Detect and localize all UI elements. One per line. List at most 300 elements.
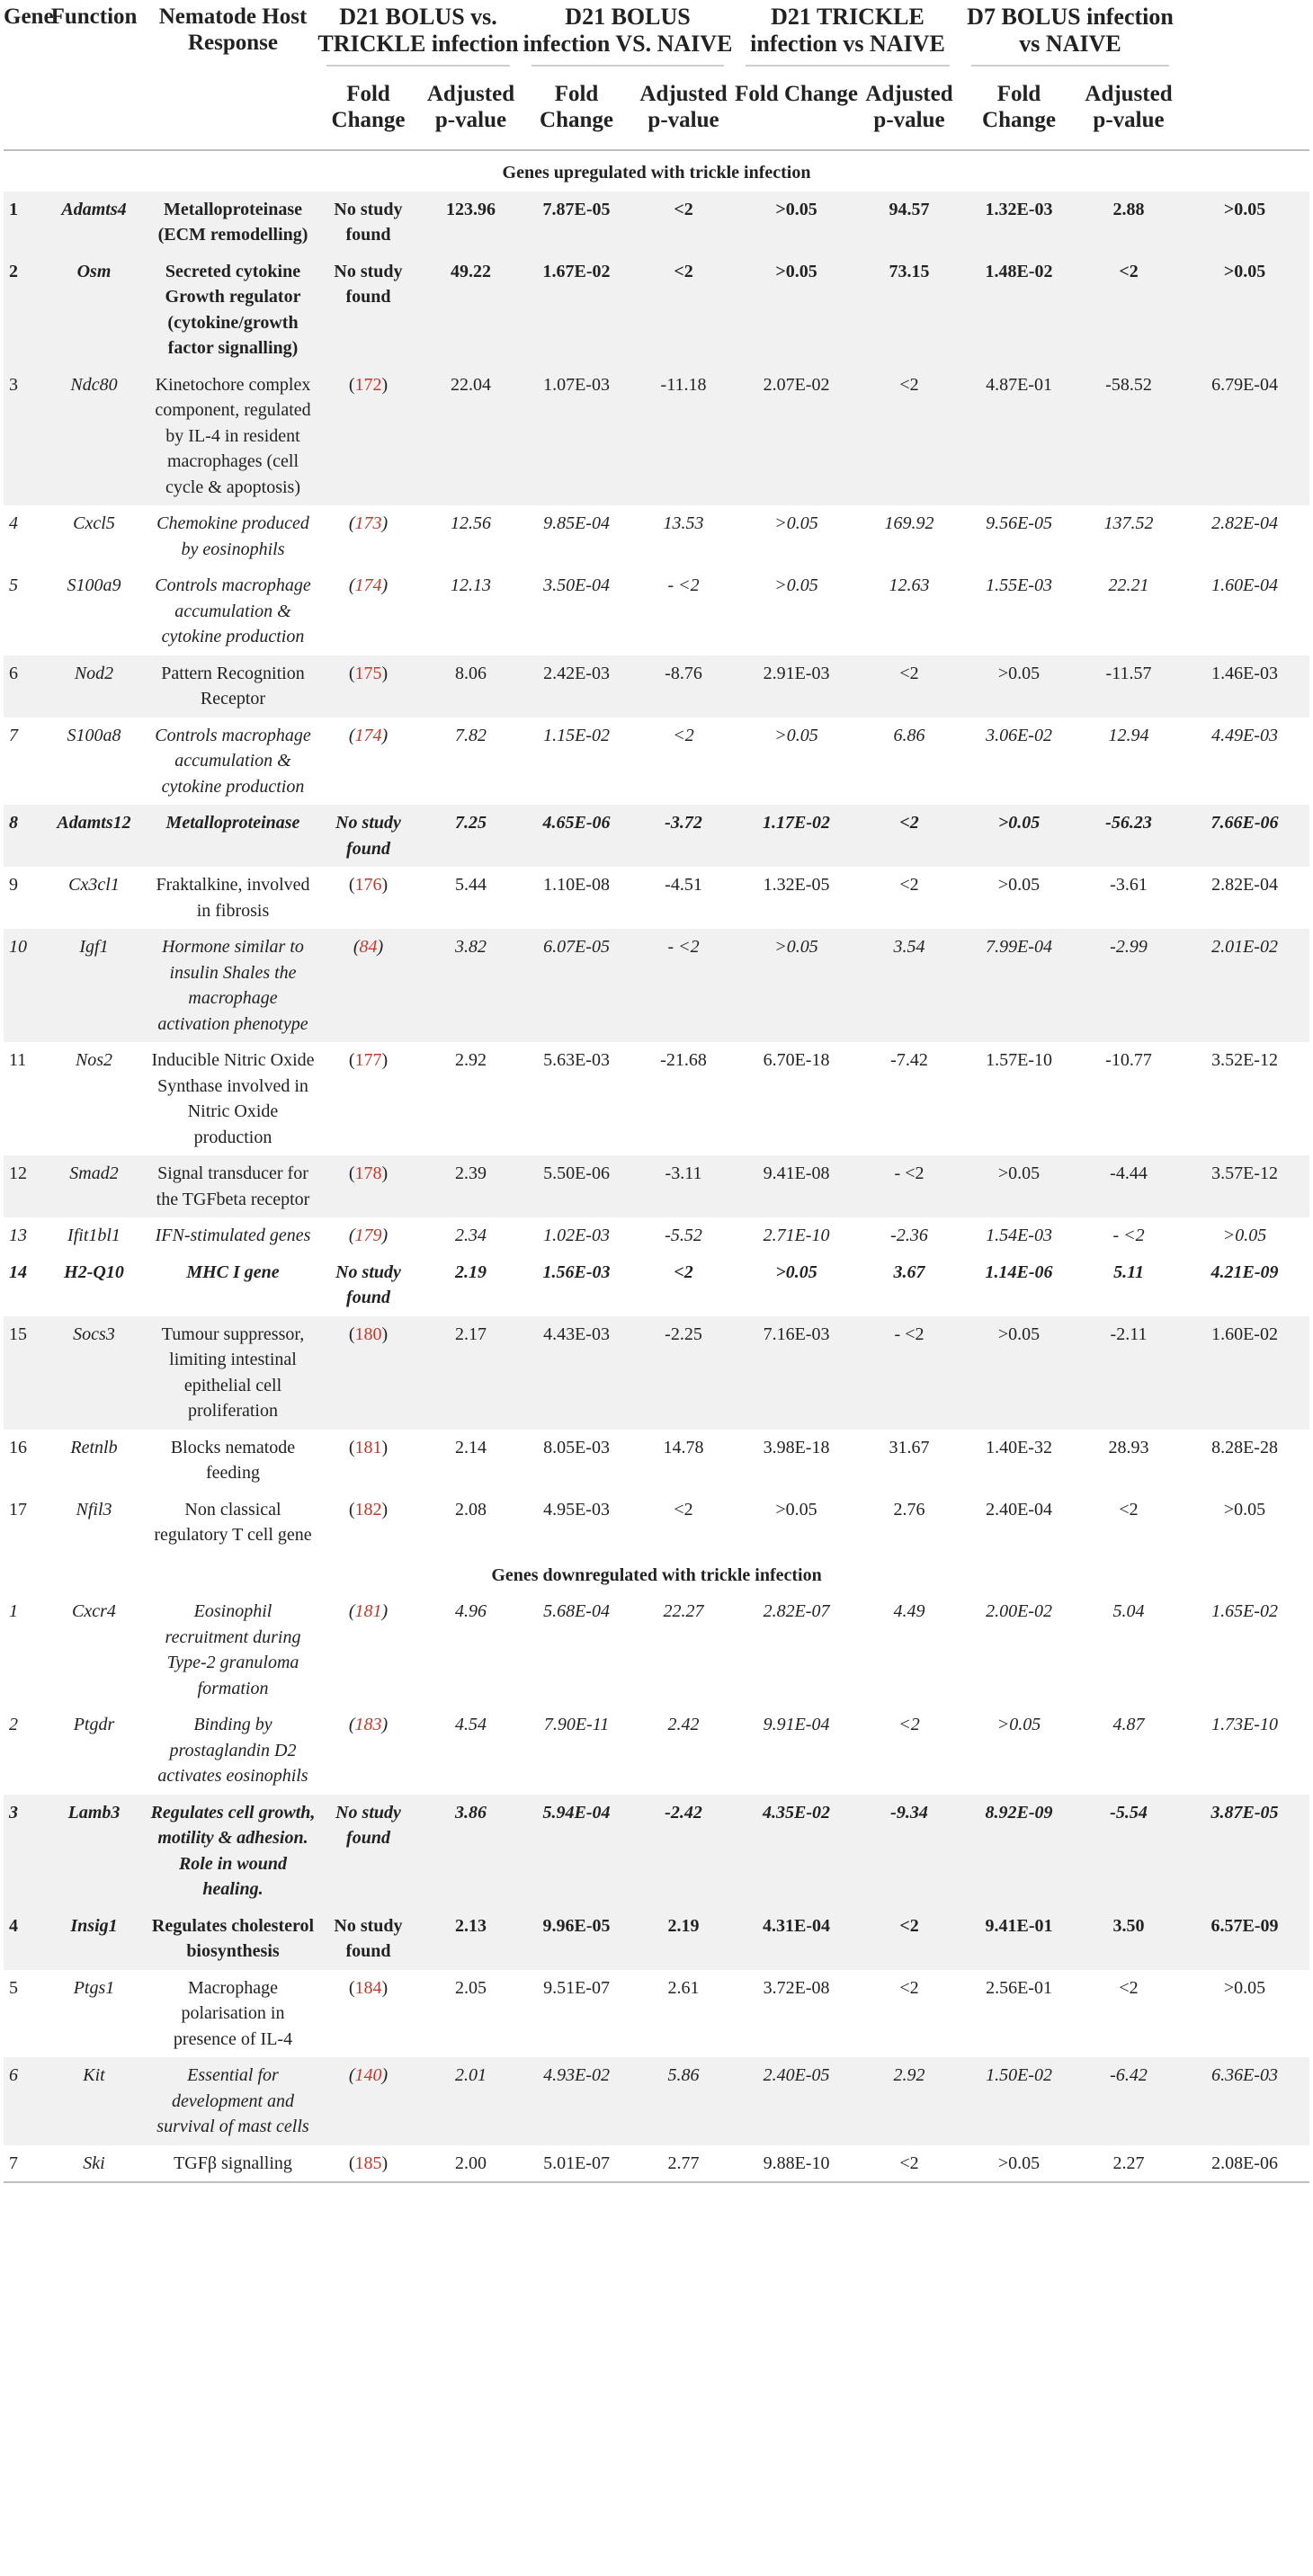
gene-name: S100a9: [67, 575, 121, 595]
adj-pvalue-value: >0.05: [1223, 1499, 1266, 1520]
row-number: 15: [4, 1316, 38, 1430]
table-row: [4, 1795, 1309, 1908]
fold-change-value: - <2: [858, 1316, 960, 1430]
fold-change-value: 7.82: [455, 725, 487, 745]
fold-change-value: <2: [1077, 254, 1180, 367]
fold-change-value: -2.25: [632, 1316, 735, 1430]
adj-pvalue-value: >0.05: [1180, 192, 1309, 254]
fold-change-value: 2.01: [421, 2057, 521, 2145]
adj-pvalue-value: 3.87E-05: [1180, 1795, 1309, 1908]
fold-change-value: - <2: [667, 575, 700, 595]
adj-pvalue-value: 1.10E-08: [543, 875, 610, 895]
adj-pvalue-value: 5.94E-04: [521, 1795, 632, 1908]
fold-change-value: 2.08: [455, 1499, 487, 1520]
adj-pvalue-value: >0.05: [960, 1155, 1077, 1217]
adj-pvalue-value: 4.21E-09: [1210, 1261, 1279, 1282]
fold-change-value: 2.14: [455, 1437, 487, 1457]
fold-change-value: - <2: [632, 929, 735, 1042]
section-title: Genes downregulated with trickle infection: [4, 1554, 1309, 1594]
adj-pvalue-value: 1.56E-03: [542, 1261, 611, 1282]
host-response: (178): [316, 1155, 421, 1217]
adj-pvalue-value: 2.00E-02: [986, 1601, 1052, 1621]
adj-pvalue-value: >0.05: [960, 805, 1077, 867]
reference-link[interactable]: 174: [354, 575, 382, 595]
adj-pvalue-value: 1.67E-02: [521, 254, 632, 367]
adj-pvalue-value: 9.51E-07: [543, 1977, 610, 1998]
gene-name: Ski: [83, 2153, 105, 2173]
adj-pvalue-value: 8.28E-28: [1211, 1437, 1278, 1457]
row-number: 4: [4, 1908, 38, 1970]
gene-function: Non classical regulatory T cell gene: [154, 1499, 312, 1545]
header-group-1: [316, 0, 521, 74]
row-number: 6: [4, 2057, 38, 2145]
fold-change-value: 12.63: [889, 575, 930, 595]
row-number: 11: [9, 1050, 27, 1070]
gene-name: Ptgdr: [73, 1715, 115, 1734]
reference-link[interactable]: 184: [354, 1977, 382, 1998]
adj-pvalue-value: >0.05: [997, 875, 1041, 895]
host-response: (185): [348, 2153, 389, 2173]
fold-change-value: 123.96: [421, 192, 521, 254]
reference-link[interactable]: 84: [359, 937, 378, 957]
gene-function: Signal transducer for the TGFbeta receptor: [150, 1155, 316, 1217]
header-group-2: [521, 0, 735, 74]
reference-link[interactable]: 185: [354, 2153, 382, 2173]
fold-change-value: 49.22: [421, 254, 521, 367]
gene-name: Adamts4: [38, 192, 150, 254]
gene-name: Lamb3: [38, 1795, 150, 1908]
fold-change-value: -11.18: [632, 367, 735, 506]
fold-change-value: <2: [858, 655, 960, 718]
gene-name: Ifit1bl1: [67, 1226, 121, 1245]
host-response: (172): [316, 367, 421, 506]
header-adj-pvalue: Adjusted p-value: [639, 82, 728, 132]
fold-change-value: 6.86: [893, 725, 925, 745]
table-row: [4, 867, 1309, 929]
gene-name: Smad2: [38, 1155, 150, 1217]
table-bottom-rule: [4, 2181, 1309, 2183]
reference-link[interactable]: 175: [354, 663, 382, 683]
header-group-3-label: D21 TRICKLE infection vs NAIVE: [750, 4, 945, 57]
table-row: [4, 1492, 1309, 1554]
adj-pvalue-value: 4.49E-03: [1211, 725, 1278, 745]
row-number: 13: [9, 1226, 27, 1245]
adj-pvalue-value: 6.57E-09: [1180, 1908, 1309, 1970]
adj-pvalue-value: 1.15E-02: [543, 725, 610, 745]
host-response: No study found: [316, 1795, 421, 1908]
row-number: 3: [4, 1795, 38, 1908]
gene-function: Chemokine produced by eosinophils: [156, 513, 309, 559]
fold-change-value: <2: [858, 367, 960, 506]
adj-pvalue-value: >0.05: [960, 1316, 1077, 1430]
fold-change-value: 2.00: [455, 2153, 487, 2173]
fold-change-value: 4.54: [455, 1715, 487, 1734]
fold-change-value: -7.42: [890, 1050, 928, 1070]
adj-pvalue-value: 7.99E-04: [960, 929, 1077, 1042]
adj-pvalue-value: 1.07E-03: [521, 367, 632, 506]
host-response: No study found: [316, 254, 421, 367]
host-response: (175): [316, 655, 421, 718]
fold-change-value: -2.99: [1077, 929, 1180, 1042]
section-title: Genes upregulated with trickle infection: [4, 151, 1309, 192]
adj-pvalue-value: 1.73E-10: [1211, 1715, 1278, 1734]
host-response: No study found: [335, 1261, 401, 1307]
adj-pvalue-value: 3.52E-12: [1211, 1050, 1278, 1070]
row-number: 4: [9, 513, 18, 533]
gene-function: Pattern Recognition Receptor: [150, 655, 316, 718]
fold-change-value: 2.61: [667, 1977, 700, 1998]
gene-name: Kit: [38, 2057, 150, 2145]
adj-pvalue-value: 6.36E-03: [1180, 2057, 1309, 2145]
gene-expression-table: [4, 0, 1309, 2181]
table-row: [4, 2145, 1309, 2182]
adj-pvalue-value: 7.90E-11: [543, 1715, 610, 1734]
adj-pvalue-value: 5.01E-07: [543, 2153, 610, 2173]
fold-change-value: 2.39: [421, 1155, 521, 1217]
reference-link[interactable]: 174: [354, 725, 382, 745]
fold-change-value: 4.87: [1112, 1715, 1145, 1734]
header-gene: Gene: [4, 4, 54, 29]
fold-change-value: -3.72: [632, 805, 735, 867]
reference-link[interactable]: 179: [354, 1226, 382, 1245]
gene-function: IFN-stimulated genes: [155, 1226, 311, 1245]
fold-change-value: 2.05: [455, 1977, 487, 1998]
host-response: (176): [348, 875, 389, 895]
fold-change-value: 137.52: [1103, 513, 1154, 533]
fold-change-value: <2: [899, 1977, 919, 1998]
adj-pvalue-value: 1.32E-05: [763, 875, 830, 895]
adj-pvalue-value: 1.14E-06: [985, 1261, 1053, 1282]
adj-pvalue-value: >0.05: [774, 725, 818, 745]
adj-pvalue-value: 1.48E-02: [960, 254, 1077, 367]
gene-function: Binding by prostaglandin D2 activates eosinophils: [157, 1715, 308, 1786]
table-row: [4, 567, 1309, 655]
adj-pvalue-value: 9.85E-04: [543, 513, 610, 533]
adj-pvalue-value: 1.50E-02: [960, 2057, 1077, 2145]
reference-link[interactable]: 176: [354, 875, 382, 895]
adj-pvalue-value: 9.56E-05: [986, 513, 1052, 533]
adj-pvalue-value: 8.05E-03: [543, 1437, 610, 1457]
adj-pvalue-value: 9.91E-04: [763, 1715, 830, 1734]
fold-change-value: 13.53: [663, 513, 704, 533]
header-fold-change: Fold Change: [982, 82, 1056, 132]
gene-name: Ndc80: [38, 367, 150, 506]
host-response: (173): [348, 513, 389, 533]
fold-change-value: 2.92: [858, 2057, 960, 2145]
header-adj-pvalue: Adjusted p-value: [865, 82, 953, 132]
host-response: No study found: [316, 192, 421, 254]
fold-change-value: 22.27: [663, 1601, 704, 1621]
adj-pvalue-value: 1.02E-03: [543, 1226, 610, 1245]
table-row: [4, 1430, 1309, 1492]
fold-change-value: 5.44: [455, 875, 487, 895]
table-body: [4, 151, 1309, 2181]
table-row: [4, 192, 1309, 254]
adj-pvalue-value: >0.05: [774, 513, 818, 533]
adj-pvalue-value: 8.92E-09: [960, 1795, 1077, 1908]
fold-change-value: 12.56: [451, 513, 491, 533]
gene-name: Cxcl5: [73, 513, 115, 533]
adj-pvalue-value: 2.82E-07: [763, 1601, 830, 1621]
reference-link[interactable]: 181: [354, 1601, 382, 1621]
fold-change-value: <2: [858, 1908, 960, 1970]
table-row: [4, 254, 1309, 367]
header-adj-pvalue: Adjusted p-value: [426, 82, 515, 132]
row-number: 7: [9, 725, 18, 745]
gene-function: Macrophage polarisation in presence of IL-4: [173, 1977, 293, 2049]
table-row: [4, 1707, 1309, 1795]
reference-link[interactable]: 173: [354, 513, 382, 533]
table-row: [4, 505, 1309, 567]
fold-change-value: -6.42: [1077, 2057, 1180, 2145]
adj-pvalue-value: 2.01E-02: [1180, 929, 1309, 1042]
table-row: [4, 1042, 1309, 1155]
adj-pvalue-value: 9.41E-01: [960, 1908, 1077, 1970]
fold-change-value: 2.76: [893, 1499, 925, 1520]
table-row: [4, 367, 1309, 506]
adj-pvalue-value: 1.32E-03: [960, 192, 1077, 254]
adj-pvalue-value: 2.71E-10: [763, 1226, 830, 1245]
reference-link[interactable]: 183: [354, 1715, 382, 1734]
gene-name: Insig1: [38, 1908, 150, 1970]
fold-change-value: 2.27: [1112, 2153, 1145, 2173]
fold-change-value: <2: [899, 875, 919, 895]
header-group-3: [735, 0, 960, 74]
fold-change-value: 2.92: [455, 1050, 487, 1070]
reference-link[interactable]: 140: [354, 2065, 382, 2085]
fold-change-value: <2: [674, 1261, 693, 1282]
table-row: [4, 1593, 1309, 1707]
adj-pvalue-value: 9.41E-08: [735, 1155, 858, 1217]
host-response: No study found: [316, 805, 421, 867]
row-number: 16: [9, 1437, 27, 1457]
fold-change-value: -3.61: [1110, 875, 1148, 895]
adj-pvalue-value: 6.70E-18: [763, 1050, 830, 1070]
host-response: No study found: [316, 1908, 421, 1970]
row-number: 1: [4, 192, 38, 254]
fold-change-value: -5.54: [1077, 1795, 1180, 1908]
header-group-4-label: D7 BOLUS infection vs NAIVE: [967, 4, 1174, 57]
row-number: 7: [9, 2153, 18, 2173]
fold-change-value: 2.17: [421, 1316, 521, 1430]
fold-change-value: - <2: [858, 1155, 960, 1217]
fold-change-value: -3.11: [632, 1155, 735, 1217]
adj-pvalue-value: 7.87E-05: [521, 192, 632, 254]
fold-change-value: <2: [673, 725, 694, 745]
adj-pvalue-value: 3.06E-02: [986, 725, 1052, 745]
host-response: (177): [348, 1050, 389, 1070]
reference-link[interactable]: 182: [354, 1499, 382, 1520]
gene-function: Controls macrophage accumulation & cytokine production: [155, 725, 311, 797]
header-host-response: Nematode Host Response: [158, 4, 308, 55]
adj-pvalue-value: 4.43E-03: [521, 1316, 632, 1430]
fold-change-value: -2.11: [1077, 1316, 1180, 1430]
row-number: 2: [9, 1715, 18, 1734]
gene-name: Socs3: [38, 1316, 150, 1430]
fold-change-value: -21.68: [660, 1050, 707, 1070]
gene-name: Ptgs1: [73, 1977, 115, 1998]
gene-name: S100a8: [67, 725, 121, 745]
row-number: 8: [4, 805, 38, 867]
fold-change-value: 12.94: [1108, 725, 1149, 745]
section-heading-row: [4, 1554, 1309, 1594]
row-number: 1: [9, 1601, 18, 1621]
gene-name: Adamts12: [38, 805, 150, 867]
fold-change-value: 2.19: [455, 1261, 487, 1282]
row-number: 2: [4, 254, 38, 367]
gene-name: Retnlb: [70, 1437, 118, 1457]
fold-change-value: 22.04: [421, 367, 521, 506]
row-number: 9: [9, 875, 18, 895]
table-header: [4, 0, 1309, 151]
fold-change-value: 4.96: [455, 1601, 487, 1621]
adj-pvalue-value: 3.50E-04: [543, 575, 610, 595]
fold-change-value: <2: [858, 805, 960, 867]
fold-change-value: 7.25: [421, 805, 521, 867]
adj-pvalue-value: 9.96E-05: [521, 1908, 632, 1970]
adj-pvalue-value: 3.72E-08: [763, 1977, 830, 1998]
fold-change-value: 28.93: [1108, 1437, 1149, 1457]
adj-pvalue-value: >0.05: [775, 1261, 817, 1282]
fold-change-value: 3.86: [421, 1795, 521, 1908]
gene-function: Fraktalkine, involved in fibrosis: [156, 875, 310, 921]
host-response: (84): [316, 929, 421, 1042]
table-row: [4, 718, 1309, 806]
host-response: (174): [348, 725, 389, 745]
gene-function: Essential for development and survival of mast cells: [150, 2057, 316, 2145]
gene-function: Metalloproteinase (ECM remodelling): [150, 192, 316, 254]
row-number: 6: [4, 655, 38, 718]
fold-change-value: 94.57: [858, 192, 960, 254]
adj-pvalue-value: 1.54E-03: [986, 1226, 1052, 1245]
reference-link[interactable]: 180: [354, 1324, 382, 1344]
reference-link[interactable]: 177: [354, 1050, 382, 1070]
fold-change-value: 12.13: [451, 575, 491, 595]
gene-name: Igf1: [38, 929, 150, 1042]
adj-pvalue-value: 7.16E-03: [735, 1316, 858, 1430]
header-group-4: [960, 0, 1180, 74]
adj-pvalue-value: >0.05: [774, 575, 818, 595]
fold-change-value: 14.78: [663, 1437, 704, 1457]
adj-pvalue-value: 9.88E-10: [763, 2153, 830, 2173]
host-response: (140): [316, 2057, 421, 2145]
fold-change-value: <2: [1119, 1977, 1139, 1998]
host-response: (181): [348, 1437, 389, 1457]
row-number: 12: [4, 1155, 38, 1217]
adj-pvalue-value: 1.55E-03: [986, 575, 1052, 595]
fold-change-value: -11.57: [1077, 655, 1180, 718]
adj-pvalue-value: 1.60E-04: [1211, 575, 1278, 595]
adj-pvalue-value: 6.07E-05: [521, 929, 632, 1042]
table-row: [4, 2057, 1309, 2145]
reference-link[interactable]: 181: [354, 1437, 382, 1457]
gene-name: Nos2: [75, 1050, 113, 1070]
header-group-2-label: D21 BOLUS infection VS. NAIVE: [523, 4, 733, 57]
adj-pvalue-value: 4.93E-02: [521, 2057, 632, 2145]
fold-change-value: 2.88: [1077, 192, 1180, 254]
fold-change-value: <2: [632, 254, 735, 367]
fold-change-value: -8.76: [632, 655, 735, 718]
header-adj-pvalue: Adjusted p-value: [1085, 82, 1173, 132]
table-row: [4, 1316, 1309, 1430]
adj-pvalue-value: 2.42E-03: [521, 655, 632, 718]
table-row: [4, 1908, 1309, 1970]
reference-link[interactable]: 172: [354, 374, 382, 395]
adj-pvalue-value: 7.66E-06: [1180, 805, 1309, 867]
fold-change-value: 4.49: [893, 1601, 925, 1621]
fold-change-value: 3.67: [893, 1261, 925, 1282]
gene-function: Kinetochore complex component, regulated by IL-4 in resident macrophages (cell cycle & apoptosis): [150, 367, 316, 506]
row-number: 17: [9, 1499, 27, 1520]
adj-pvalue-value: 4.87E-01: [960, 367, 1077, 506]
table-row: [4, 1254, 1309, 1316]
row-number: 3: [4, 367, 38, 506]
fold-change-value: <2: [674, 1499, 693, 1520]
host-response: (181): [348, 1601, 389, 1621]
host-response: (180): [316, 1316, 421, 1430]
fold-change-value: 2.13: [421, 1908, 521, 1970]
gene-name: H2-Q10: [64, 1261, 124, 1282]
adj-pvalue-value: 4.35E-02: [735, 1795, 858, 1908]
reference-link[interactable]: 178: [354, 1163, 382, 1183]
fold-change-value: <2: [899, 2153, 919, 2173]
row-number: 5: [9, 575, 18, 595]
adj-pvalue-value: 2.07E-02: [735, 367, 858, 506]
fold-change-value: <2: [632, 192, 735, 254]
row-number: 5: [9, 1977, 18, 1998]
fold-change-value: -10.77: [1105, 1050, 1152, 1070]
fold-change-value: - <2: [1112, 1226, 1145, 1245]
gene-function: Secreted cytokine Growth regulator (cytokine/growth factor signalling): [150, 254, 316, 367]
table-row: [4, 1970, 1309, 2058]
adj-pvalue-value: 2.08E-06: [1211, 2153, 1278, 2173]
gene-function: TGFβ signalling: [174, 2153, 292, 2173]
host-response: (179): [348, 1226, 389, 1245]
gene-name: Nod2: [38, 655, 150, 718]
adj-pvalue-value: 2.40E-05: [735, 2057, 858, 2145]
gene-function: Regulates cholesterol biosynthesis: [150, 1908, 316, 1970]
fold-change-value: 73.15: [858, 254, 960, 367]
adj-pvalue-value: 5.68E-04: [543, 1601, 610, 1621]
adj-pvalue-value: 1.60E-02: [1180, 1316, 1309, 1430]
fold-change-value: 2.42: [667, 1715, 700, 1734]
header-function: Function: [50, 4, 138, 29]
gene-function: Regulates cell growth, motility & adhesion. Role in wound healing.: [150, 1795, 316, 1908]
fold-change-value: 3.54: [858, 929, 960, 1042]
adj-pvalue-value: 3.57E-12: [1180, 1155, 1309, 1217]
fold-change-value: 5.04: [1112, 1601, 1145, 1621]
adj-pvalue-value: 5.63E-03: [543, 1050, 610, 1070]
gene-name: Nfil3: [76, 1499, 112, 1520]
adj-pvalue-value: 2.82E-04: [1211, 513, 1278, 533]
gene-function: Eosinophil recruitment during Type-2 granuloma formation: [165, 1601, 301, 1698]
gene-function: MHC I gene: [186, 1261, 280, 1282]
fold-change-value: -5.52: [665, 1226, 702, 1245]
adj-pvalue-value: >0.05: [1180, 254, 1309, 367]
gene-function: Tumour suppressor, limiting intestinal epithelial cell proliferation: [150, 1316, 316, 1430]
fold-change-value: -56.23: [1077, 805, 1180, 867]
adj-pvalue-value: 4.65E-06: [521, 805, 632, 867]
fold-change-value: -4.44: [1077, 1155, 1180, 1217]
adj-pvalue-value: 4.31E-04: [735, 1908, 858, 1970]
adj-pvalue-value: 2.56E-01: [986, 1977, 1052, 1998]
adj-pvalue-value: 4.95E-03: [543, 1499, 610, 1520]
adj-pvalue-value: >0.05: [1223, 1977, 1266, 1998]
header-group-1-label: D21 BOLUS vs. TRICKLE infection: [317, 4, 519, 57]
fold-change-value: 22.21: [1108, 575, 1149, 595]
header-fold-change: Fold Change: [540, 82, 613, 132]
fold-change-value: -4.51: [665, 875, 702, 895]
